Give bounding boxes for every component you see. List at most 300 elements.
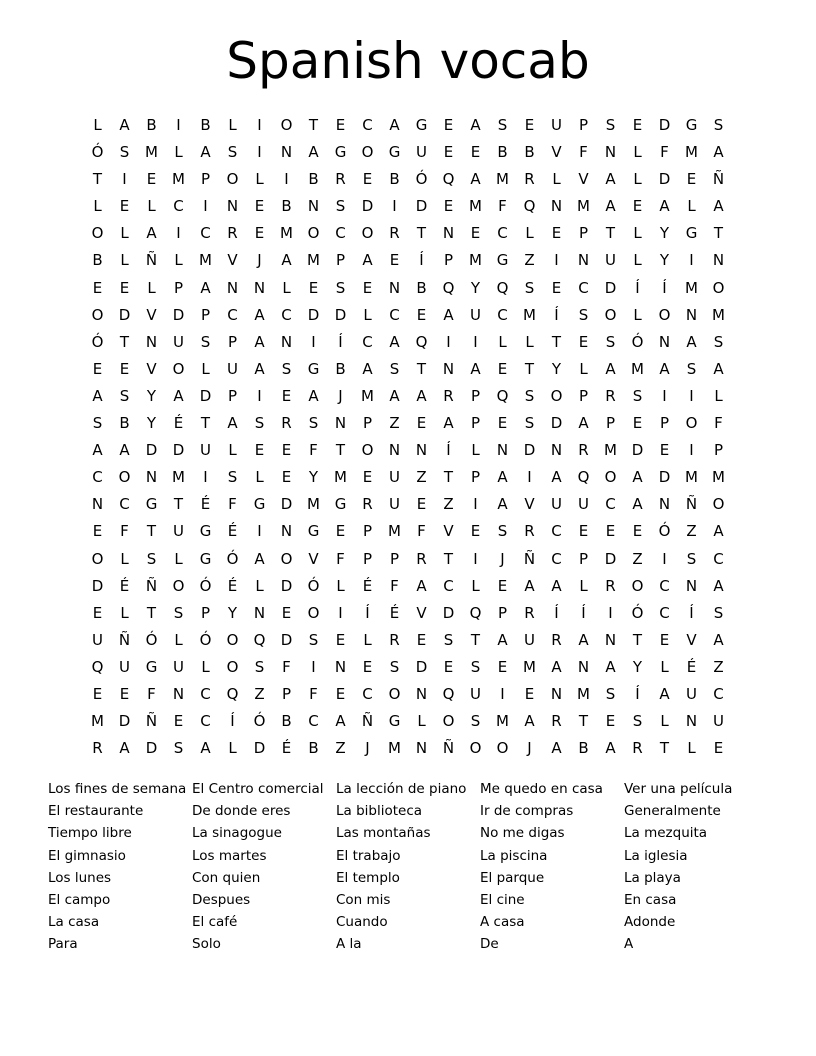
grid-letter: A [497, 468, 508, 487]
grid-letter: Ó [631, 603, 644, 622]
grid-letter: D [658, 116, 671, 134]
grid-letter: Y [551, 359, 562, 378]
grid-letter: T [551, 332, 562, 351]
grid-letter: Z [713, 657, 724, 676]
grid-letter: M [199, 251, 212, 270]
grid-letter: A [119, 116, 130, 134]
grid-letter: E [92, 359, 103, 378]
grid-letter: P [605, 414, 616, 433]
grid-letter: N [388, 278, 401, 297]
grid-letter: S [146, 549, 157, 568]
grid-letter: G [388, 143, 401, 162]
grid-letter: O [712, 278, 725, 297]
grid-letter: Z [389, 414, 400, 433]
grid-letter: N [604, 630, 617, 649]
word-list-item: La casa [48, 914, 100, 931]
grid-letter: Z [335, 739, 346, 758]
grid-letter: Í [419, 251, 424, 270]
grid-letter: O [226, 657, 239, 676]
grid-letter: N [712, 251, 725, 270]
word-list-item: A [624, 936, 634, 953]
grid-letter: Z [632, 549, 643, 568]
grid-letter: R [335, 170, 346, 189]
grid-letter: E [335, 522, 346, 541]
grid-letter: Z [686, 522, 697, 541]
grid-letter: Ó [91, 332, 104, 351]
grid-letter: N [145, 468, 158, 487]
grid-letter: E [497, 414, 508, 433]
grid-letter: Í [554, 603, 559, 622]
grid-letter: T [578, 712, 589, 731]
grid-letter: L [471, 576, 480, 595]
grid-letter: A [551, 739, 562, 758]
grid-letter: I [473, 549, 478, 568]
word-list-item: La biblioteca [336, 803, 423, 820]
grid-letter: S [605, 116, 616, 134]
grid-letter: D [604, 549, 617, 568]
grid-letter: Q [253, 630, 266, 649]
grid-letter: B [524, 143, 535, 162]
grid-letter: E [632, 414, 643, 433]
grid-letter: E [254, 197, 265, 216]
grid-letter: L [687, 739, 696, 758]
grid-letter: R [389, 630, 400, 649]
grid-letter: Ó [253, 712, 266, 731]
grid-letter: N [253, 603, 266, 622]
grid-letter: É [281, 739, 292, 758]
grid-letter: C [713, 549, 724, 568]
grid-letter: S [497, 116, 508, 134]
grid-letter: M [469, 197, 482, 216]
grid-letter: O [226, 630, 239, 649]
grid-letter: E [416, 495, 427, 514]
grid-letter: L [228, 739, 237, 758]
grid-letter: M [145, 143, 158, 162]
grid-letter: E [443, 116, 454, 134]
grid-letter: D [361, 197, 374, 216]
word-list-item: De donde eres [192, 803, 291, 820]
grid-letter: Z [443, 495, 454, 514]
grid-letter: D [280, 630, 293, 649]
grid-letter: F [498, 197, 507, 216]
grid-letter: A [470, 116, 481, 134]
grid-letter: G [334, 143, 347, 162]
grid-letter: D [604, 278, 617, 297]
grid-letter: T [416, 224, 427, 243]
grid-letter: B [497, 143, 508, 162]
grid-letter: B [416, 278, 427, 297]
grid-letter: O [685, 414, 698, 433]
grid-letter: G [307, 359, 320, 378]
grid-letter: J [338, 386, 343, 405]
grid-letter: N [280, 332, 293, 351]
grid-letter: F [309, 441, 318, 460]
grid-letter: C [362, 116, 373, 134]
grid-letter: Í [230, 712, 235, 731]
grid-letter: E [281, 441, 292, 460]
grid-letter: E [146, 170, 157, 189]
grid-letter: N [550, 441, 563, 460]
word-list-item: Los lunes [48, 869, 112, 886]
grid-letter: A [605, 197, 616, 216]
grid-letter: N [415, 441, 428, 460]
grid-letter: L [201, 359, 210, 378]
grid-letter: P [659, 414, 670, 433]
grid-letter: T [92, 170, 103, 189]
grid-letter: I [527, 468, 532, 487]
grid-letter: B [281, 197, 292, 216]
grid-letter: L [93, 197, 102, 216]
grid-letter: O [631, 576, 644, 595]
grid-letter: É [686, 657, 697, 676]
grid-letter: Ñ [145, 712, 158, 731]
grid-letter: I [257, 143, 262, 162]
grid-letter: O [91, 549, 104, 568]
grid-letter: I [554, 251, 559, 270]
grid-letter: M [334, 468, 347, 487]
grid-letter: Q [442, 170, 455, 189]
grid-letter: L [228, 441, 237, 460]
grid-letter: U [470, 305, 481, 324]
grid-letter: E [281, 468, 292, 487]
grid-letter: C [551, 522, 562, 541]
grid-letter: A [308, 143, 319, 162]
grid-letter: E [659, 441, 670, 460]
grid-letter: A [227, 414, 238, 433]
grid-letter: A [254, 305, 265, 324]
grid-letter: Í [581, 603, 586, 622]
grid-letter: S [254, 414, 265, 433]
grid-letter: I [311, 657, 316, 676]
grid-letter: I [338, 603, 343, 622]
grid-letter: L [147, 197, 156, 216]
grid-letter: Ñ [712, 170, 725, 189]
grid-letter: P [578, 224, 589, 243]
grid-letter: O [307, 224, 320, 243]
grid-letter: L [120, 549, 129, 568]
grid-letter: T [443, 468, 454, 487]
word-list-item: La playa [624, 869, 681, 886]
grid-letter: É [389, 603, 400, 622]
grid-letter: E [416, 630, 427, 649]
grid-letter: G [685, 116, 698, 134]
grid-letter: L [363, 630, 372, 649]
grid-letter: T [605, 224, 616, 243]
grid-letter: N [550, 197, 563, 216]
grid-letter: S [578, 305, 589, 324]
grid-letter: R [578, 441, 589, 460]
grid-letter: Í [635, 684, 640, 703]
grid-letter: P [335, 251, 346, 270]
grid-letter: É [200, 495, 211, 514]
word-list-item: El trabajo [336, 847, 401, 864]
grid-letter: S [524, 278, 535, 297]
grid-letter: L [120, 224, 129, 243]
grid-letter: B [308, 170, 319, 189]
grid-letter: E [578, 332, 589, 351]
grid-letter: Y [470, 278, 481, 297]
grid-letter: O [280, 549, 293, 568]
grid-letter: O [442, 712, 455, 731]
grid-letter: T [524, 359, 535, 378]
grid-letter: E [551, 278, 562, 297]
grid-letter: A [686, 332, 697, 351]
grid-letter: I [203, 468, 208, 487]
grid-letter: Q [469, 603, 482, 622]
grid-letter: N [388, 441, 401, 460]
grid-letter: P [443, 251, 454, 270]
grid-letter: S [605, 684, 616, 703]
grid-letter: I [257, 116, 262, 134]
grid-letter: Q [226, 684, 239, 703]
grid-letter: Q [91, 657, 104, 676]
grid-letter: P [227, 332, 238, 351]
word-list-item: Cuando [336, 914, 388, 931]
grid-letter: D [280, 576, 293, 595]
grid-letter: F [390, 576, 399, 595]
grid-letter: Q [442, 278, 455, 297]
grid-letter: A [659, 197, 670, 216]
grid-letter: M [577, 197, 590, 216]
grid-letter: U [551, 116, 562, 134]
grid-letter: C [497, 224, 508, 243]
grid-letter: E [524, 684, 535, 703]
grid-letter: A [443, 414, 454, 433]
grid-letter: Y [227, 603, 238, 622]
grid-letter: U [686, 684, 697, 703]
grid-letter: F [336, 549, 345, 568]
grid-letter: N [145, 332, 158, 351]
grid-letter: Í [662, 278, 667, 297]
grid-letter: Z [416, 468, 427, 487]
grid-letter: E [335, 116, 346, 134]
grid-letter: L [660, 712, 669, 731]
grid-letter: A [362, 251, 373, 270]
grid-letter: P [470, 386, 481, 405]
grid-letter: A [200, 278, 211, 297]
grid-letter: L [174, 549, 183, 568]
grid-letter: L [714, 386, 723, 405]
grid-letter: M [712, 468, 725, 487]
grid-letter: C [119, 495, 130, 514]
word-list-item: A la [336, 936, 362, 953]
grid-letter: U [92, 630, 103, 649]
grid-letter: C [335, 224, 346, 243]
grid-letter: L [147, 278, 156, 297]
grid-letter: E [578, 522, 589, 541]
grid-letter: N [226, 278, 239, 297]
word-list-item: Con quien [192, 869, 261, 886]
grid-letter: E [92, 684, 103, 703]
grid-letter: U [227, 359, 238, 378]
grid-letter: Ñ [442, 739, 455, 758]
grid-letter: U [470, 684, 481, 703]
grid-letter: U [119, 657, 130, 676]
grid-letter: Ó [145, 630, 158, 649]
grid-letter: N [415, 684, 428, 703]
grid-letter: Q [415, 332, 428, 351]
grid-letter: A [632, 495, 643, 514]
grid-letter: J [500, 549, 505, 568]
grid-letter: V [146, 305, 157, 324]
word-list-item: Las montañas [336, 825, 431, 842]
grid-letter: E [281, 603, 292, 622]
grid-letter: S [254, 657, 265, 676]
grid-letter: S [713, 332, 724, 351]
word-list-item: Tiempo libre [48, 825, 132, 842]
grid-letter: G [307, 522, 320, 541]
grid-letter: P [281, 684, 292, 703]
grid-letter: S [686, 359, 697, 378]
grid-letter: C [497, 305, 508, 324]
grid-letter: N [280, 522, 293, 541]
grid-letter: N [577, 657, 590, 676]
grid-letter: V [227, 251, 238, 270]
grid-letter: Q [496, 278, 509, 297]
grid-letter: A [389, 332, 400, 351]
grid-letter: O [658, 305, 671, 324]
grid-letter: G [388, 712, 401, 731]
grid-letter: R [524, 603, 535, 622]
grid-letter: A [335, 712, 346, 731]
grid-letter: L [687, 197, 696, 216]
grid-letter: O [361, 441, 374, 460]
grid-letter: R [362, 495, 373, 514]
grid-letter: R [92, 739, 103, 758]
grid-letter: F [228, 495, 237, 514]
grid-letter: V [578, 170, 589, 189]
grid-letter: U [389, 495, 400, 514]
grid-letter: S [119, 386, 130, 405]
grid-letter: É [362, 576, 373, 595]
grid-letter: A [389, 386, 400, 405]
grid-letter: E [497, 576, 508, 595]
grid-letter: A [659, 359, 670, 378]
grid-letter: Ó [199, 576, 212, 595]
grid-letter: É [227, 576, 238, 595]
grid-letter: F [714, 414, 723, 433]
grid-letter: A [146, 224, 157, 243]
grid-letter: B [92, 251, 103, 270]
grid-letter: O [604, 305, 617, 324]
grid-letter: A [254, 549, 265, 568]
grid-letter: A [200, 739, 211, 758]
grid-letter: S [227, 143, 238, 162]
grid-letter: A [551, 468, 562, 487]
grid-letter: S [470, 657, 481, 676]
grid-letter: F [282, 657, 291, 676]
grid-letter: S [713, 603, 724, 622]
grid-letter: I [311, 332, 316, 351]
grid-letter: A [470, 170, 481, 189]
grid-letter: C [362, 684, 373, 703]
grid-letter: A [173, 386, 184, 405]
grid-letter: D [118, 305, 131, 324]
grid-letter: L [579, 359, 588, 378]
grid-letter: R [524, 522, 535, 541]
grid-letter: P [200, 305, 211, 324]
grid-letter: Y [146, 386, 157, 405]
grid-letter: C [605, 495, 616, 514]
grid-letter: N [604, 143, 617, 162]
grid-letter: R [551, 712, 562, 731]
grid-letter: L [336, 576, 345, 595]
grid-letter: L [228, 116, 237, 134]
grid-letter: R [416, 549, 427, 568]
grid-letter: O [604, 468, 617, 487]
word-list-item: El parque [480, 869, 545, 886]
grid-letter: M [604, 441, 617, 460]
grid-letter: N [172, 684, 185, 703]
grid-letter: E [416, 414, 427, 433]
grid-letter: Í [365, 603, 370, 622]
grid-letter: E [443, 143, 454, 162]
grid-letter: E [362, 657, 373, 676]
grid-letter: C [443, 576, 454, 595]
grid-letter: F [579, 143, 588, 162]
grid-letter: A [200, 143, 211, 162]
grid-letter: P [470, 468, 481, 487]
grid-letter: Y [659, 251, 670, 270]
grid-letter: D [91, 576, 104, 595]
grid-letter: C [362, 332, 373, 351]
word-list-item: El Centro comercial [192, 781, 324, 797]
grid-letter: R [551, 630, 562, 649]
grid-letter: Ó [631, 332, 644, 351]
grid-letter: L [579, 576, 588, 595]
grid-letter: D [172, 305, 185, 324]
grid-letter: G [415, 116, 428, 134]
grid-letter: G [145, 657, 158, 676]
grid-letter: P [173, 278, 184, 297]
grid-letter: E [254, 441, 265, 460]
grid-letter: R [389, 224, 400, 243]
grid-letter: R [227, 224, 238, 243]
grid-letter: T [146, 522, 157, 541]
grid-letter: N [685, 712, 698, 731]
word-list-item: Solo [192, 936, 221, 953]
grid-letter: N [577, 251, 590, 270]
grid-letter: M [172, 170, 185, 189]
grid-letter: E [362, 170, 373, 189]
word-list-item: A casa [480, 914, 525, 931]
grid-letter: T [146, 603, 157, 622]
grid-letter: L [552, 170, 561, 189]
grid-letter: R [605, 576, 616, 595]
grid-letter: E [119, 684, 130, 703]
grid-letter: D [415, 657, 428, 676]
grid-letter: E [632, 197, 643, 216]
grid-letter: Ó [307, 576, 320, 595]
grid-letter: A [389, 116, 400, 134]
grid-letter: S [173, 603, 184, 622]
grid-letter: M [685, 468, 698, 487]
grid-letter: C [200, 712, 211, 731]
grid-letter: I [176, 116, 181, 134]
grid-letter: A [92, 386, 103, 405]
grid-letter: Í [338, 332, 343, 351]
grid-letter: L [525, 224, 534, 243]
word-list [48, 778, 768, 956]
grid-letter: A [308, 386, 319, 405]
grid-letter: G [199, 549, 212, 568]
grid-letter: L [201, 657, 210, 676]
grid-letter: E [254, 224, 265, 243]
grid-letter: E [389, 251, 400, 270]
grid-letter: B [308, 739, 319, 758]
grid-letter: E [92, 603, 103, 622]
grid-letter: E [659, 630, 670, 649]
